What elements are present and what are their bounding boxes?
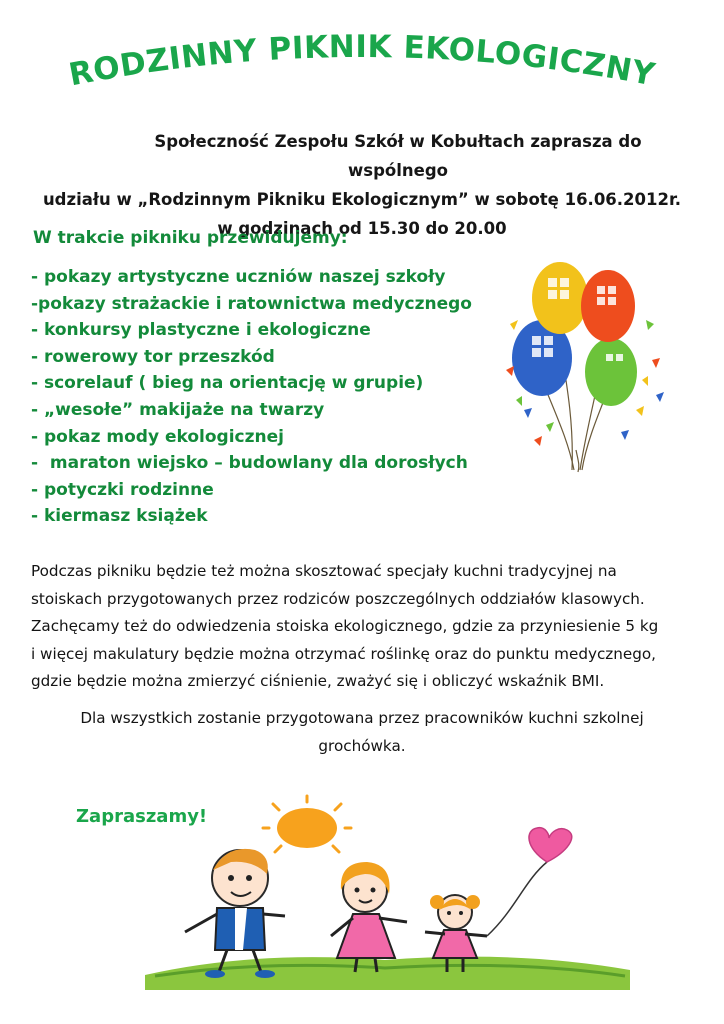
intro-line-3: w godzinach od 15.30 do 20.00 (217, 219, 507, 238)
list-heading: W trakcie pikniku przewidujemy: (33, 228, 348, 248)
list-item: - „wesołe” makijaże na twarzy (31, 399, 325, 420)
family-picnic-icon (135, 790, 635, 990)
intro-line-1: Społeczność Zespołu Szkół w Kobułtach zaprasza do wspólnego (154, 132, 642, 180)
list-item: - kiermasz książek (31, 506, 208, 527)
list-item: - pokazy artystyczne uczniów naszej szkoły (31, 267, 446, 287)
intro-line-2: udziału w „Rodzinnym Pikniku Ekologicznym” w sobotę 16.06.2012r. (42, 190, 682, 209)
mother-figure (331, 862, 407, 972)
closing-line-2: grochówka. (318, 736, 406, 755)
closing-text (40, 705, 684, 760)
list-item: - scorelauf ( bieg na orientację w grupie) (31, 373, 424, 394)
list-item: -pokazy strażackie i ratownictwa medycznego (31, 293, 472, 314)
sun-icon (263, 796, 351, 852)
list-item: - maraton wiejsko – budowlany dla dorosłych (31, 453, 468, 474)
paragraph-line: stoiskach przygotowanych przez rodziców poszczególnych oddziałów klasowych. (31, 589, 645, 608)
balloons-icon (496, 250, 666, 475)
title-banner (0, 14, 724, 104)
list-item: - potyczki rodzinne (31, 479, 214, 500)
info-paragraph (31, 558, 695, 696)
invite-text: Zapraszamy! (76, 806, 208, 827)
page-title: RODZINNY PIKNIK EKOLOGICZNY (66, 28, 658, 94)
paragraph-line: i więcej makulatury będzie można otrzymać roślinkę oraz do punktu medycznego, (31, 644, 656, 663)
paragraph-line: Podczas pikniku będzie też można skosztować specjały kuchni tradycyjnej na (31, 562, 617, 580)
list-item: - pokaz mody ekologicznej (31, 426, 284, 447)
list-item: - rowerowy tor przeszkód (31, 346, 275, 367)
closing-line-1: Dla wszystkich zostanie przygotowana przez pracowników kuchni szkolnej (80, 709, 644, 727)
heart-balloon-icon (487, 828, 572, 936)
paragraph-line: Zachęcamy też do odwiedzenia stoiska ekologicznego, gdzie za przyniesienie 5 kg (31, 617, 659, 636)
list-item: - konkursy plastyczne i ekologiczne (31, 320, 371, 341)
activities-list (31, 264, 472, 530)
intro-text (30, 127, 694, 243)
paragraph-line: gdzie będzie można zmierzyć ciśnienie, zważyć się i obliczyć wskaźnik BMI. (31, 672, 605, 691)
